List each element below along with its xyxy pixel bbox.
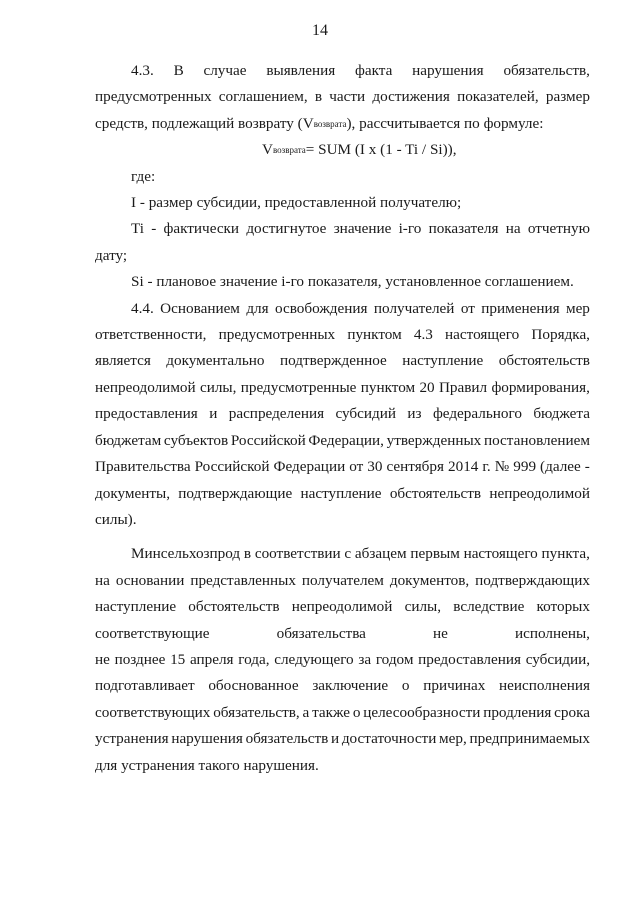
word: позднее [114, 650, 166, 668]
word: значение [333, 220, 392, 238]
word: вследствие [453, 598, 525, 616]
word: постановлением [483, 431, 590, 449]
text-line [95, 700, 590, 726]
word: на [505, 220, 521, 238]
text-line [95, 296, 590, 322]
word: обстоятельств [188, 598, 280, 616]
word: Правил [438, 378, 488, 396]
page-number: 14 [312, 22, 328, 39]
word: - [151, 220, 157, 238]
word: Ti [131, 220, 144, 238]
word: неисполнения [499, 677, 590, 695]
word: о [352, 703, 361, 721]
word: не [433, 624, 448, 642]
word: силы, [199, 378, 237, 396]
word: получателем [301, 571, 384, 589]
word: сентября [386, 458, 444, 476]
word: показателя [428, 220, 499, 238]
text-line [95, 348, 590, 374]
word: Российской [194, 458, 270, 476]
text-content: Si - плановое значение i-го показателя, установленное соглашением. [131, 273, 574, 291]
word: предусмотренные [240, 378, 357, 396]
word: Российской [230, 431, 306, 449]
word: подтвержденное [279, 352, 387, 370]
word: пунктом [347, 326, 402, 344]
word: предусмотренных [218, 326, 336, 344]
formula [95, 137, 590, 163]
word: причинах [423, 677, 486, 695]
word: соответствующие [95, 624, 210, 642]
word: от [349, 458, 364, 476]
word: Минсельхозпрод [131, 545, 241, 563]
text-line [95, 401, 590, 427]
word: Правительства [95, 458, 191, 476]
word: подготавливает [95, 677, 195, 695]
word: в [314, 88, 323, 106]
text-line [95, 243, 590, 269]
document-body [95, 58, 590, 779]
word: распределения [228, 405, 325, 423]
word: утвержденных [386, 431, 482, 449]
word: обязательств [245, 730, 329, 748]
formula-expression: = SUM (I x (1 - Ti / Si)), [305, 141, 457, 159]
word: настоящего [445, 326, 520, 344]
word: (далее [540, 458, 581, 476]
word: i-го [398, 220, 422, 238]
text-line [95, 753, 590, 779]
text-line [95, 164, 590, 190]
word: 20 [419, 378, 435, 396]
word: 30 [367, 458, 383, 476]
word: бюджетам [95, 431, 162, 449]
word: которых [536, 598, 590, 616]
word: 4.3. [131, 62, 154, 79]
word: Федерации, [308, 431, 384, 449]
word: за [358, 650, 372, 668]
word: обстоятельств [498, 352, 590, 370]
word: устранения [95, 730, 169, 748]
word: основании [115, 571, 185, 589]
word: обязательства [276, 624, 366, 642]
text-fragment: средств, подлежащий возврату (V [95, 114, 314, 132]
word: а [302, 703, 310, 721]
text-line [95, 269, 590, 295]
word: на [95, 571, 110, 589]
word: следующего [274, 650, 354, 668]
word: из [407, 405, 422, 423]
word: силы, [404, 598, 442, 616]
word: наступление [402, 352, 484, 370]
word: бюджета [533, 405, 590, 423]
word: годом [375, 650, 414, 668]
word: является [95, 352, 151, 370]
word: подтверждающие [178, 484, 293, 502]
text-content: где: [131, 167, 156, 185]
text-line [95, 568, 590, 594]
word: абзацем [354, 545, 407, 563]
word: формирования, [491, 378, 590, 396]
word: заключение [312, 677, 389, 695]
word: № [494, 458, 510, 476]
word: субъектов [163, 431, 229, 449]
word: соответствующих [95, 703, 211, 721]
word: пункта, [541, 545, 590, 563]
text-line [95, 216, 590, 242]
word: непреодолимой [489, 484, 590, 502]
text-content: для устранения такого нарушения. [95, 756, 319, 774]
text-line [95, 726, 590, 752]
word: нарушения [171, 730, 243, 748]
word: о [401, 677, 410, 695]
word: также [312, 703, 351, 721]
text-line [95, 541, 590, 567]
text-line [95, 428, 590, 454]
text-line [95, 621, 590, 647]
word: и [330, 730, 340, 748]
word: настоящего [463, 545, 538, 563]
formula-subscript: возврата [272, 145, 306, 156]
text-content: силы). [95, 510, 137, 528]
text-line [95, 84, 590, 110]
text-line [95, 647, 590, 673]
word: применения [481, 299, 560, 317]
text-line [95, 594, 590, 620]
word: с [344, 545, 352, 563]
word: апреля [189, 650, 234, 668]
word: случае [203, 62, 247, 79]
subscript: возврата [313, 118, 347, 129]
word: предоставления [95, 405, 198, 423]
word: субсидии, [525, 650, 590, 668]
word: предоставления [418, 650, 521, 668]
word: в [243, 545, 252, 563]
word: 999 [513, 458, 537, 476]
word: не [95, 650, 110, 668]
word: ответственности, [95, 326, 207, 344]
word: получателей [373, 299, 455, 317]
word: непреодолимой [95, 378, 196, 396]
text-content: дату; [95, 246, 128, 264]
word: подтверждающих [475, 571, 590, 589]
word: для [246, 299, 269, 317]
word: предусмотренных [95, 88, 212, 106]
word: непреодолимой [291, 598, 393, 616]
word: отчетную [527, 220, 590, 238]
word: представленных [190, 571, 296, 589]
word: мер, [439, 730, 467, 748]
word: продления [483, 703, 552, 721]
word: фактически [163, 220, 240, 238]
word: документы, [95, 484, 170, 502]
word: документов, [389, 571, 470, 589]
word: субсидий [335, 405, 397, 423]
word: факта [355, 62, 393, 79]
word: освобождения [275, 299, 368, 317]
word: первым [410, 545, 460, 563]
word: федерального [432, 405, 522, 423]
text-line [95, 322, 590, 348]
word: достигнутое [246, 220, 327, 238]
word: обоснованное [208, 677, 299, 695]
word: обязательств, [503, 62, 590, 79]
word: достаточности [341, 730, 437, 748]
word: срока [554, 703, 590, 721]
word: Основанием [160, 299, 240, 317]
word: наступление [95, 598, 177, 616]
word: г. [482, 458, 491, 476]
text-fragment: ), рассчитывается по формуле: [346, 114, 544, 132]
word: Федерации [273, 458, 346, 476]
text-line [95, 58, 590, 84]
text-line [95, 190, 590, 216]
word: Порядка, [531, 326, 590, 344]
word: части [329, 88, 366, 106]
word: 4.4. [131, 299, 154, 317]
text-line [95, 673, 590, 699]
text-line [95, 375, 590, 401]
text-line [95, 507, 590, 533]
word: мер [565, 299, 590, 317]
word: обязательств, [213, 703, 300, 721]
word: выявления [266, 62, 336, 79]
formula-variable: V [262, 141, 273, 159]
word: соответствии [254, 545, 341, 563]
word: исполнены, [515, 624, 590, 642]
word: документально [166, 352, 265, 370]
word: наступление [300, 484, 382, 502]
text-content: I - размер субсидии, предоставленной получателю; [131, 194, 462, 212]
word: целесообразности [363, 703, 481, 721]
word: нарушения [412, 62, 484, 79]
word: 2014 [448, 458, 479, 476]
word: 15 [170, 650, 186, 668]
word: пунктом [360, 378, 416, 396]
word: обстоятельств [389, 484, 482, 502]
word: размер [545, 88, 590, 106]
text-line [95, 454, 590, 480]
word: достижения [372, 88, 450, 106]
word: В [173, 62, 184, 79]
word: и [209, 405, 218, 423]
word: предпринимаемых [469, 730, 590, 748]
word: соглашением, [218, 88, 308, 106]
text-line [95, 111, 590, 137]
word: года, [238, 650, 270, 668]
text-line [95, 481, 590, 507]
word: от [460, 299, 475, 317]
word: 4.3 [413, 326, 433, 344]
word: - [584, 458, 590, 476]
word: показателей, [457, 88, 539, 106]
